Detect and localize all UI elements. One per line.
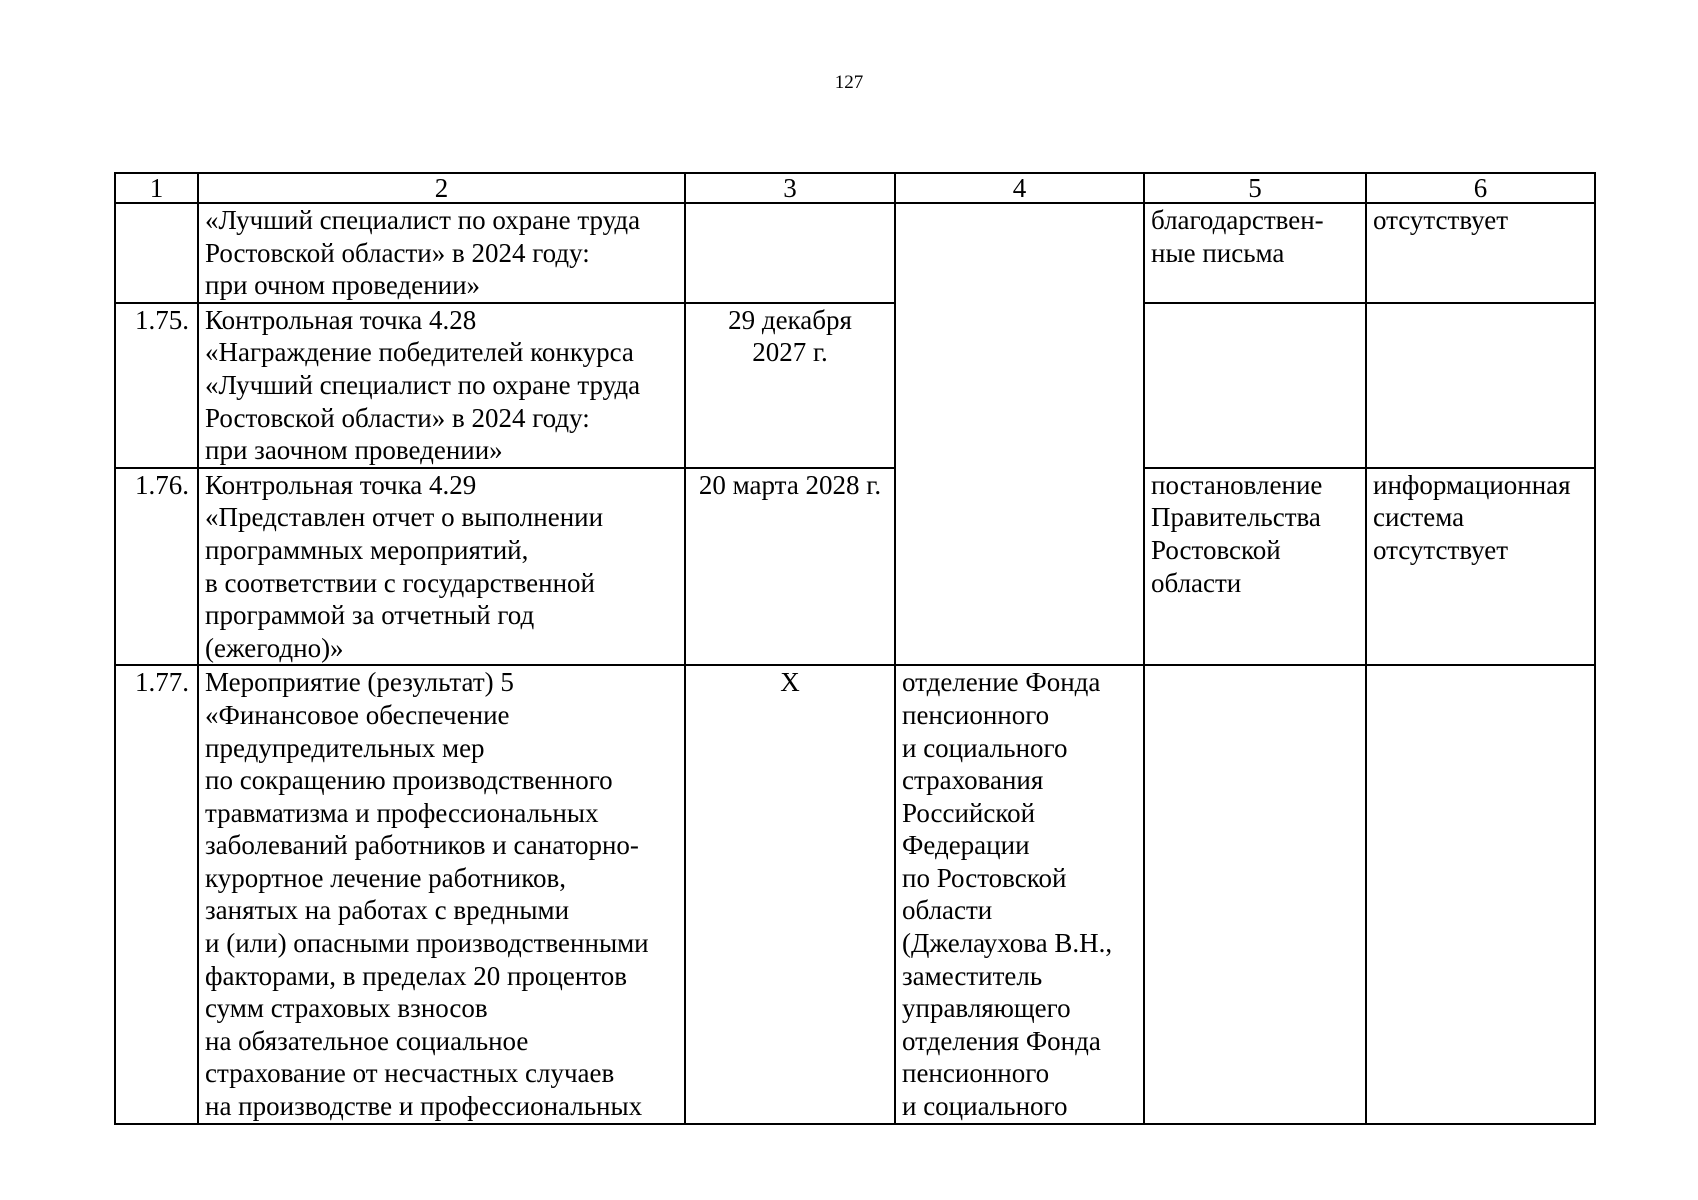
row-description: Контрольная точка 4.28 «Награждение победителей конкурса «Лучший специалист по охране труда Ростовской области» в 2024 году: при заочном проведении» (198, 303, 685, 468)
events-table (114, 172, 1596, 1125)
row-document (1144, 665, 1366, 1123)
page-number: 127 (834, 72, 864, 93)
header-cell-3: 3 (685, 173, 895, 203)
row-system (1366, 665, 1595, 1123)
header-cell-6: 6 (1366, 173, 1595, 203)
row-responsible: отделение Фонда пенсионного и социального страхования Российской Федерации по Ростовской области (Джелаухова В.Н., заместитель управляющего отделения Фонда пенсионного и социального (895, 665, 1144, 1123)
row-system (1366, 303, 1595, 468)
row-description: Контрольная точка 4.29 «Представлен отчет о выполнении программных мероприятий, в соответствии с государственной программой за отчетный год (ежегодно)» (198, 468, 685, 666)
row-date: 29 декабря 2027 г. (685, 303, 895, 468)
table-row (115, 303, 1595, 468)
row-date: Х (685, 665, 895, 1123)
row-date: 20 марта 2028 г. (685, 468, 895, 666)
row-description: Мероприятие (результат) 5 «Финансовое обеспечение предупредительных мер по сокращению производственного травматизма и профессиональных заболеваний работников и санаторно- курортное лечение работников, занятых на работах с вредными и (или) опасными производственными факторами, в пределах 20 процентов сумм страховых взносов на обязательное социальное страхование от несчастных случаев на производстве и профессиональных (198, 665, 685, 1123)
header-cell-4: 4 (895, 173, 1144, 203)
row-document: благодарствен- ные письма (1144, 203, 1366, 303)
row-document: постановление Правительства Ростовской области (1144, 468, 1366, 666)
header-cell-1: 1 (115, 173, 198, 203)
row-system: информационная система отсутствует (1366, 468, 1595, 666)
row-document (1144, 303, 1366, 468)
header-cell-5: 5 (1144, 173, 1366, 203)
row-description: «Лучший специалист по охране труда Ростовской области» в 2024 году: при очном проведении» (198, 203, 685, 303)
row-number: 1.75. (115, 303, 198, 468)
row-number: 1.77. (115, 665, 198, 1123)
row-system: отсутствует (1366, 203, 1595, 303)
table-header-row (115, 173, 1595, 203)
row-responsible (895, 203, 1144, 665)
table-row (115, 665, 1595, 1123)
table-row (115, 203, 1595, 303)
header-cell-2: 2 (198, 173, 685, 203)
row-number (115, 203, 198, 303)
row-number: 1.76. (115, 468, 198, 666)
row-date (685, 203, 895, 303)
table-row (115, 468, 1595, 666)
